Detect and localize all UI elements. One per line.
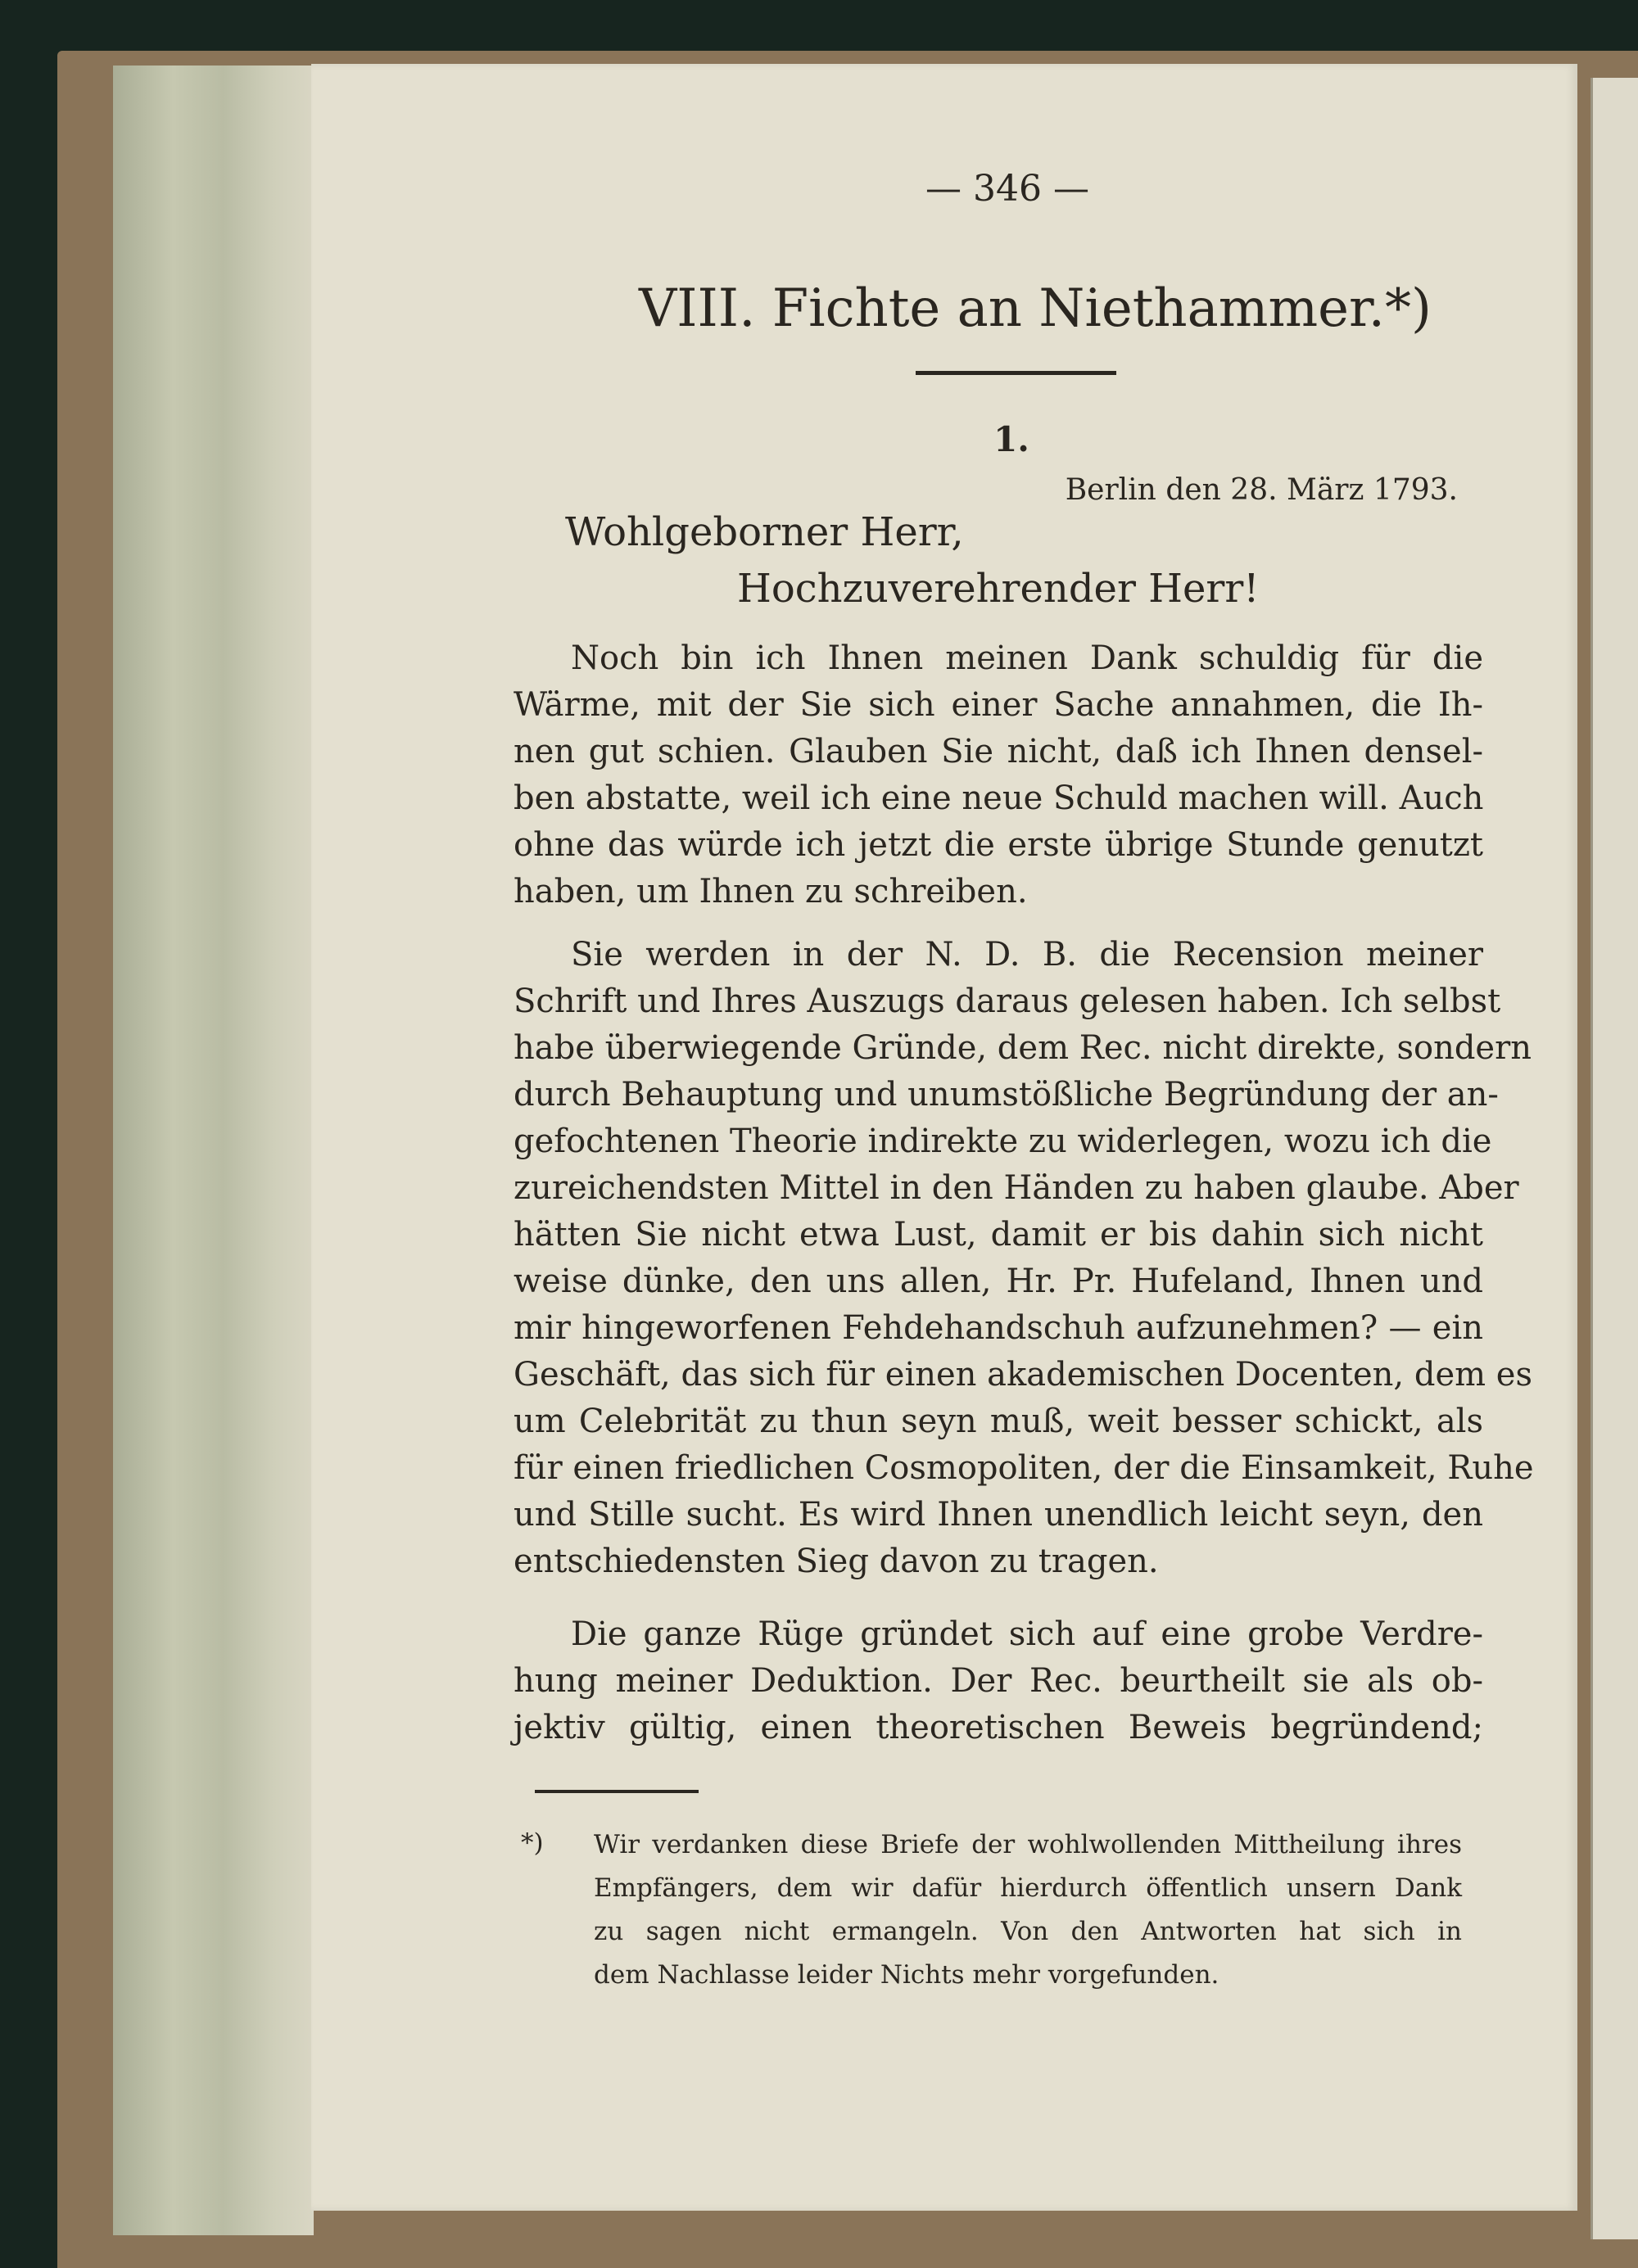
text-line: Wärme, mit der Sie sich einer Sache annahmen, die Ih- — [514, 686, 1483, 724]
text-line: Noch bin ich Ihnen meinen Dank schuldig für die — [571, 639, 1483, 677]
title-divider — [916, 371, 1116, 375]
footnote-line: dem Nachlasse leider Nichts mehr vorgefunden. — [594, 1960, 1219, 1990]
letter-number: 1. — [993, 419, 1029, 459]
text-line: um Celebrität zu thun seyn muß, weit besser schickt, als — [514, 1403, 1483, 1440]
text-line: gefochtenen Theorie indirekte zu widerlegen, wozu ich die — [514, 1123, 1492, 1160]
facing-page-edge — [1590, 78, 1638, 2239]
footnote-line: Empfängers, dem wir dafür hierdurch öffentlich unsern Dank — [594, 1873, 1462, 1903]
text-line: ohne das würde ich jetzt die erste übrige Stunde genutzt — [514, 826, 1483, 864]
text-line: durch Behauptung und unumstößliche Begründung der an- — [514, 1076, 1499, 1114]
page-number: — 346 — — [925, 168, 1089, 210]
text-line: Geschäft, das sich für einen akademischen Docenten, dem es — [514, 1356, 1532, 1394]
footnote-line: zu sagen nicht ermangeln. Von den Antworten hat sich in — [594, 1917, 1462, 1946]
page-stack-edge — [113, 66, 314, 2235]
text-line: Schrift und Ihres Auszugs daraus gelesen haben. Ich selbst — [514, 983, 1501, 1020]
text-line: jektiv gültig, einen theoretischen Beweis begründend; — [514, 1709, 1483, 1746]
text-line: entschiedensten Sieg davon zu tragen. — [514, 1543, 1159, 1580]
text-line: hätten Sie nicht etwa Lust, damit er bis dahin sich nicht — [514, 1216, 1483, 1254]
footnote-marker: *) — [521, 1828, 544, 1858]
text-line: für einen friedlichen Cosmopoliten, der die Einsamkeit, Ruhe — [514, 1449, 1534, 1487]
dateline: Berlin den 28. März 1793. — [1065, 473, 1458, 507]
text-line: Sie werden in der N. D. B. die Recension meiner — [571, 936, 1483, 974]
text-line: mir hingeworfenen Fehdehandschuh aufzunehmen? — ein — [514, 1309, 1483, 1347]
salutation-line-2: Hochzuverehrender Herr! — [737, 566, 1260, 612]
text-line: haben, um Ihnen zu schreiben. — [514, 873, 1028, 910]
text-line: habe überwiegende Gründe, dem Rec. nicht direkte, sondern — [514, 1029, 1532, 1067]
footnote-line: Wir verdanken diese Briefe der wohlwollenden Mittheilung ihres — [594, 1830, 1462, 1859]
text-line: weise dünke, den uns allen, Hr. Pr. Hufeland, Ihnen und — [514, 1263, 1483, 1300]
text-line: Die ganze Rüge gründet sich auf eine grobe Verdre- — [571, 1615, 1483, 1653]
text-line: ben abstatte, weil ich eine neue Schuld machen will. Auch — [514, 779, 1484, 817]
footnote-divider — [535, 1790, 699, 1793]
text-line: hung meiner Deduktion. Der Rec. beurtheilt sie als ob- — [514, 1662, 1483, 1700]
text-line: und Stille sucht. Es wird Ihnen unendlich leicht seyn, den — [514, 1496, 1483, 1534]
text-line: zureichendsten Mittel in den Händen zu haben glaube. Aber — [514, 1169, 1519, 1207]
salutation-line-1: Wohlgeborner Herr, — [565, 509, 964, 555]
chapter-title: VIII. Fichte an Niethammer.*) — [639, 278, 1432, 339]
text-line: nen gut schien. Glauben Sie nicht, daß ich Ihnen densel- — [514, 733, 1483, 770]
